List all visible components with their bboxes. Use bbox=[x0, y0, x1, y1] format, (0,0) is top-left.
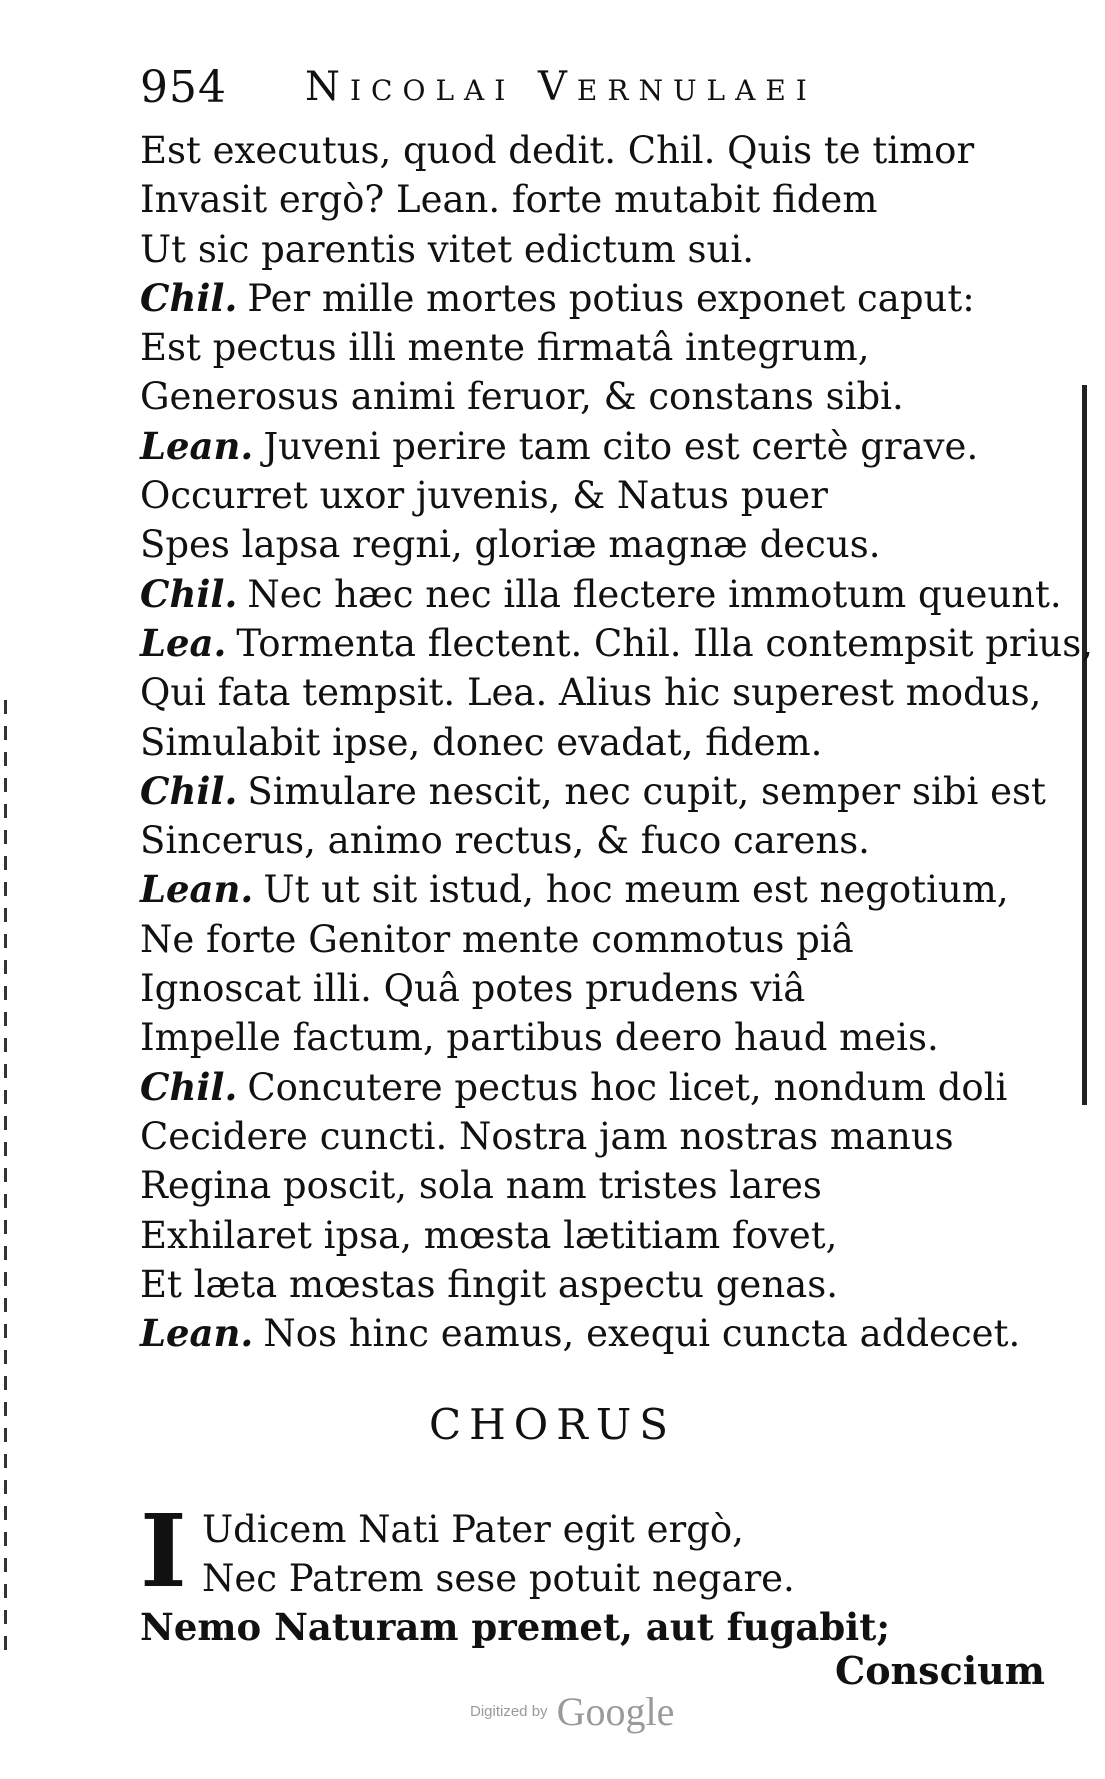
verse-text: Impelle factum, partibus deero haud meis. bbox=[140, 1016, 939, 1060]
verse-text: Ut ut sit istud, hoc meum est negotium, bbox=[263, 868, 1009, 912]
verse-text: Invasit ergò? Lean. forte mutabit fidem bbox=[140, 178, 878, 222]
verse-text: Juveni perire tam cito est certè grave. bbox=[263, 424, 979, 468]
verse-line bbox=[140, 718, 1080, 767]
verse-text: Sincerus, animo rectus, & fuco carens. bbox=[140, 819, 870, 863]
verse-text: Spes lapsa regni, gloriæ magnæ decus. bbox=[140, 523, 881, 567]
verse-line bbox=[140, 471, 1080, 520]
speaker-label: Chil. bbox=[140, 1064, 238, 1109]
verse-line bbox=[140, 422, 1080, 471]
verse-text: Ut sic parentis vitet edictum sui. bbox=[140, 227, 754, 271]
drop-cap: I bbox=[140, 1492, 187, 1610]
binding-edge-right bbox=[1082, 385, 1087, 1105]
verse-list bbox=[140, 126, 1094, 1358]
chorus-line: Nemo Naturam premet, aut fugabit; bbox=[140, 1605, 890, 1649]
verse-line bbox=[140, 915, 1080, 964]
verse-text: Occurret uxor juvenis, & Natus puer bbox=[140, 474, 828, 518]
verse-line bbox=[140, 1161, 1080, 1210]
binding-edge-left bbox=[4, 700, 7, 1650]
verse-text: Est executus, quod dedit. Chil. Quis te timor bbox=[140, 129, 975, 172]
verse-line bbox=[140, 570, 1080, 619]
verse-text: Qui fata tempsit. Lea. Alius hic superest modus, bbox=[140, 671, 1042, 715]
verse-line bbox=[140, 964, 1080, 1013]
verse-line bbox=[140, 225, 1080, 274]
verse-line bbox=[140, 175, 1080, 224]
verse-line bbox=[140, 619, 1094, 668]
verse-line bbox=[140, 865, 1080, 914]
verse-text: Ignoscat illi. Quâ potes prudens viâ bbox=[140, 967, 806, 1011]
chorus-line: Nec Patrem sese potuit negare. bbox=[202, 1557, 795, 1600]
speaker-label: Chil. bbox=[140, 571, 238, 616]
verse-text: Nos hinc eamus, exequi cuncta addecet. bbox=[263, 1312, 1021, 1356]
verse-text: Nec hæc nec illa flectere immotum queunt. bbox=[247, 572, 1062, 616]
verse-text: Generosus animi feruor, & constans sibi. bbox=[140, 375, 904, 419]
verse-text: Simulabit ipse, donec evadat, fidem. bbox=[140, 720, 823, 764]
verse-line bbox=[140, 767, 1080, 816]
verse-text: Est pectus illi mente firmatâ integrum, bbox=[140, 326, 870, 370]
catchword: Conscium bbox=[834, 1648, 1045, 1693]
verse-text: Regina poscit, sola nam tristes lares bbox=[140, 1164, 822, 1208]
verse-line bbox=[140, 816, 1080, 865]
verse-line bbox=[140, 668, 1080, 717]
verse-text: Ne forte Genitor mente commotus piâ bbox=[140, 917, 854, 961]
speaker-label: Chil. bbox=[140, 275, 238, 320]
speaker-label: Lean. bbox=[140, 867, 254, 912]
watermark-brand: Google bbox=[556, 1689, 675, 1734]
verse-text: Cecidere cuncti. Nostra jam nostras manus bbox=[140, 1114, 954, 1158]
verse-line bbox=[140, 1013, 1080, 1062]
digitized-watermark bbox=[470, 1688, 674, 1735]
page-number: 954 bbox=[140, 62, 227, 113]
running-head: Nicolai Vernulaei bbox=[305, 64, 817, 110]
verse-text: Et læta mœstas fingit aspectu genas. bbox=[140, 1262, 838, 1306]
verse-line bbox=[140, 1211, 1080, 1260]
chorus-section bbox=[140, 1492, 1080, 1652]
verse-line bbox=[140, 372, 1080, 421]
verse-line bbox=[140, 520, 1080, 569]
verse-line bbox=[140, 1063, 1080, 1112]
verse-text: Tormenta flectent. Chil. Illa contempsit prius, bbox=[236, 621, 1094, 665]
speaker-label: Lea. bbox=[140, 620, 227, 665]
speaker-label: Lean. bbox=[140, 423, 254, 468]
verse-text: Concutere pectus hoc licet, nondum doli bbox=[247, 1065, 1008, 1109]
speaker-label: Lean. bbox=[140, 1311, 254, 1356]
chorus-line: Udicem Nati Pater egit ergò, bbox=[202, 1508, 744, 1551]
verse-text: Simulare nescit, nec cupit, semper sibi est bbox=[247, 769, 1046, 813]
verse-text: Per mille mortes potius exponet caput: bbox=[247, 276, 975, 320]
verse-line bbox=[140, 1260, 1080, 1309]
page-header bbox=[140, 62, 980, 122]
speaker-label: Chil. bbox=[140, 768, 238, 813]
verse-text: Exhilaret ipsa, mœsta lætitiam fovet, bbox=[140, 1213, 838, 1257]
verse-line bbox=[140, 126, 1080, 175]
verse-line bbox=[140, 1309, 1080, 1358]
watermark-prefix: Digitized by bbox=[470, 1703, 548, 1720]
verse-line bbox=[140, 323, 1080, 372]
verse-line bbox=[140, 1112, 1080, 1161]
chorus-title: CHORUS bbox=[429, 1400, 676, 1449]
verse-line bbox=[140, 274, 1080, 323]
